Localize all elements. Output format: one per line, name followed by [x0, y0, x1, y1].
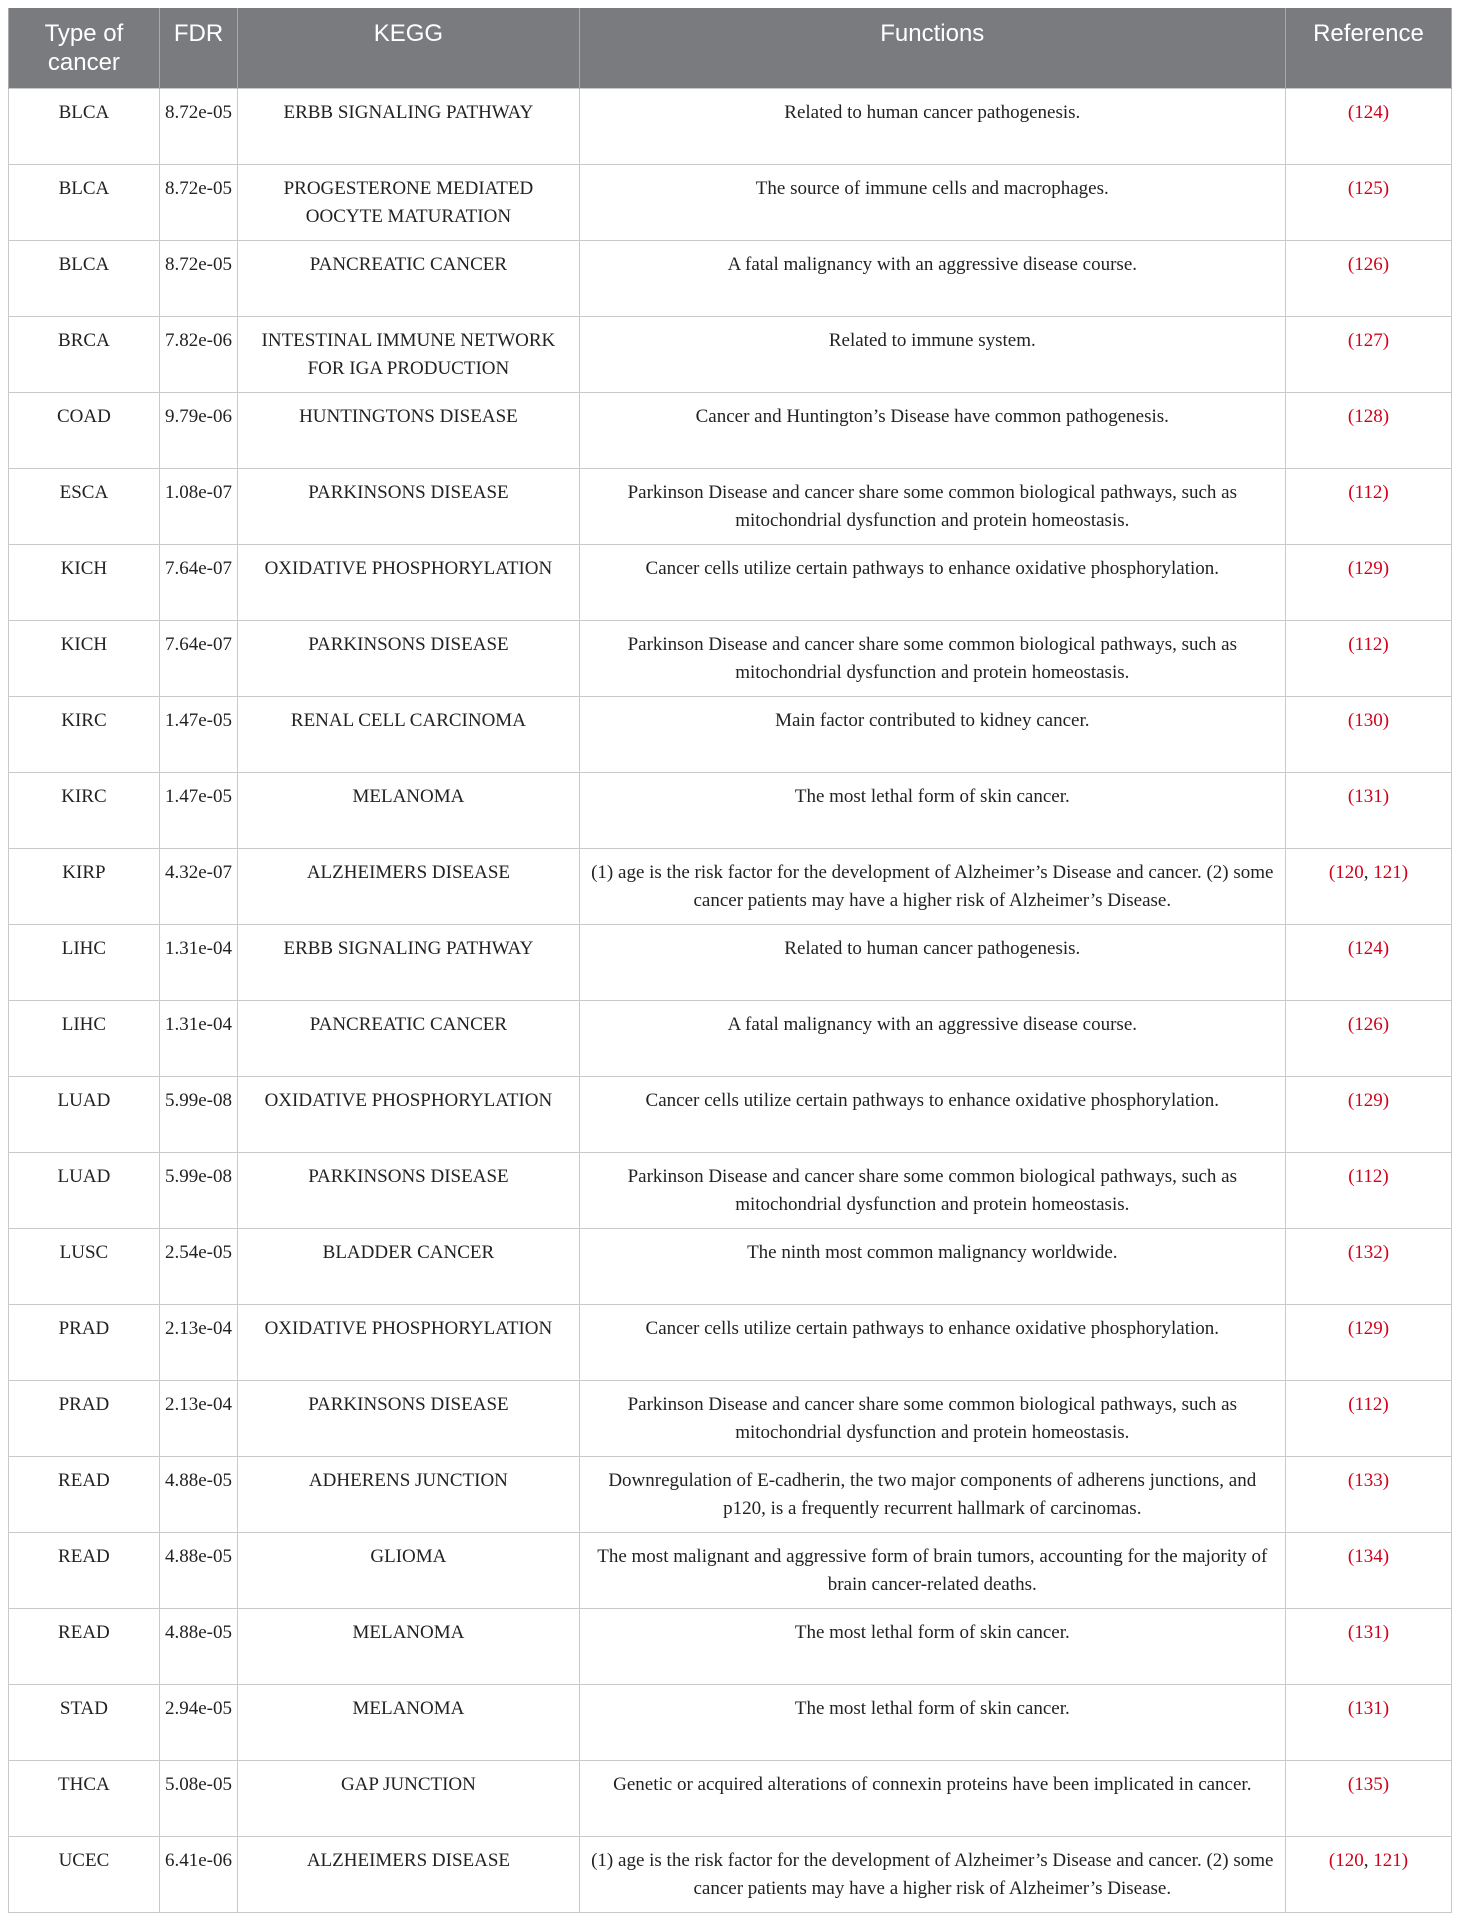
- cancer-type-cell: BRCA: [9, 316, 160, 392]
- function-cell: Related to immune system.: [579, 316, 1285, 392]
- reference-link[interactable]: 131: [1354, 1697, 1383, 1719]
- function-cell: The source of immune cells and macrophages.: [579, 164, 1285, 240]
- table-row: [9, 1760, 1452, 1836]
- table-row: [9, 240, 1452, 316]
- fdr-cell: 1.31e-04: [159, 924, 237, 1000]
- reference-link[interactable]: 131: [1354, 1621, 1383, 1643]
- kegg-pathway-cell: HUNTINGTONS DISEASE: [238, 392, 579, 468]
- kegg-pathway-cell: PROGESTERONE MEDIATED OOCYTE MATURATION: [238, 164, 579, 240]
- kegg-pathway-cell: PARKINSONS DISEASE: [238, 620, 579, 696]
- fdr-cell: 6.41e-06: [159, 1836, 237, 1912]
- function-cell: Downregulation of E-cadherin, the two major components of adherens junctions, and p120, is a frequently recurrent hallmark of carcinomas.: [579, 1456, 1285, 1532]
- kegg-pathway-cell: MELANOMA: [238, 1684, 579, 1760]
- kegg-pathway-cell: INTESTINAL IMMUNE NETWORK FOR IGA PRODUCTION: [238, 316, 579, 392]
- reference-cell: (129): [1285, 1304, 1451, 1380]
- reference-cell: (131): [1285, 1684, 1451, 1760]
- cancer-type-cell: THCA: [9, 1760, 160, 1836]
- cancer-type-cell: LIHC: [9, 924, 160, 1000]
- reference-link[interactable]: 129: [1354, 1317, 1383, 1339]
- reference-link[interactable]: 129: [1354, 1089, 1383, 1111]
- reference-link[interactable]: 126: [1354, 1013, 1383, 1035]
- table-row: [9, 1000, 1452, 1076]
- reference-cell: (125): [1285, 164, 1451, 240]
- table-row: [9, 1304, 1452, 1380]
- fdr-cell: 4.88e-05: [159, 1608, 237, 1684]
- table-row: [9, 1684, 1452, 1760]
- kegg-pathway-cell: PARKINSONS DISEASE: [238, 1380, 579, 1456]
- table-row: [9, 1608, 1452, 1684]
- kegg-pathway-table: [8, 8, 1452, 1913]
- table-row: [9, 1076, 1452, 1152]
- fdr-cell: 8.72e-05: [159, 88, 237, 164]
- header-type-of-cancer: Type of cancer: [9, 8, 160, 88]
- cancer-type-cell: LIHC: [9, 1000, 160, 1076]
- reference-link[interactable]: 135: [1354, 1773, 1383, 1795]
- table-row: [9, 1228, 1452, 1304]
- function-cell: Parkinson Disease and cancer share some common biological pathways, such as mitochondrial dysfunction and protein homeostasis.: [579, 1380, 1285, 1456]
- function-cell: Parkinson Disease and cancer share some common biological pathways, such as mitochondrial dysfunction and protein homeostasis.: [579, 468, 1285, 544]
- function-cell: The most malignant and aggressive form of brain tumors, accounting for the majority of brain cancer-related deaths.: [579, 1532, 1285, 1608]
- cancer-type-cell: STAD: [9, 1684, 160, 1760]
- cancer-type-cell: READ: [9, 1456, 160, 1532]
- reference-link[interactable]: 124: [1354, 937, 1383, 959]
- kegg-pathway-cell: OXIDATIVE PHOSPHORYLATION: [238, 1076, 579, 1152]
- table-row: [9, 848, 1452, 924]
- table-row: [9, 468, 1452, 544]
- fdr-cell: 5.99e-08: [159, 1076, 237, 1152]
- fdr-cell: 1.31e-04: [159, 1000, 237, 1076]
- cancer-type-cell: BLCA: [9, 164, 160, 240]
- reference-link[interactable]: 132: [1354, 1241, 1383, 1263]
- reference-cell: (132): [1285, 1228, 1451, 1304]
- reference-link[interactable]: 120: [1335, 1849, 1364, 1871]
- reference-cell: (126): [1285, 1000, 1451, 1076]
- function-cell: Cancer cells utilize certain pathways to enhance oxidative phosphorylation.: [579, 1076, 1285, 1152]
- reference-cell: (124): [1285, 88, 1451, 164]
- cancer-type-cell: KICH: [9, 620, 160, 696]
- reference-link[interactable]: 124: [1354, 101, 1383, 123]
- fdr-cell: 7.64e-07: [159, 620, 237, 696]
- fdr-cell: 9.79e-06: [159, 392, 237, 468]
- function-cell: The ninth most common malignancy worldwide.: [579, 1228, 1285, 1304]
- table-row: [9, 164, 1452, 240]
- fdr-cell: 2.54e-05: [159, 1228, 237, 1304]
- function-cell: Main factor contributed to kidney cancer.: [579, 696, 1285, 772]
- fdr-cell: 1.08e-07: [159, 468, 237, 544]
- table-body: [9, 88, 1452, 1912]
- kegg-pathway-cell: GAP JUNCTION: [238, 1760, 579, 1836]
- kegg-pathway-cell: PANCREATIC CANCER: [238, 240, 579, 316]
- kegg-pathway-cell: RENAL CELL CARCINOMA: [238, 696, 579, 772]
- reference-cell: (133): [1285, 1456, 1451, 1532]
- function-cell: The most lethal form of skin cancer.: [579, 1684, 1285, 1760]
- function-cell: Genetic or acquired alterations of connexin proteins have been implicated in cancer.: [579, 1760, 1285, 1836]
- fdr-cell: 4.88e-05: [159, 1532, 237, 1608]
- reference-link[interactable]: 127: [1354, 329, 1383, 351]
- kegg-pathway-cell: MELANOMA: [238, 772, 579, 848]
- reference-link[interactable]: 129: [1354, 557, 1383, 579]
- function-cell: Parkinson Disease and cancer share some common biological pathways, such as mitochondrial dysfunction and protein homeostasis.: [579, 1152, 1285, 1228]
- reference-link[interactable]: 121: [1373, 1849, 1402, 1871]
- reference-cell: (131): [1285, 1608, 1451, 1684]
- reference-cell: (126): [1285, 240, 1451, 316]
- reference-link[interactable]: 126: [1354, 253, 1383, 275]
- table-row: [9, 1152, 1452, 1228]
- fdr-cell: 2.13e-04: [159, 1304, 237, 1380]
- reference-cell: (134): [1285, 1532, 1451, 1608]
- function-cell: A fatal malignancy with an aggressive disease course.: [579, 1000, 1285, 1076]
- kegg-pathway-cell: ERBB SIGNALING PATHWAY: [238, 88, 579, 164]
- reference-link[interactable]: 134: [1354, 1545, 1383, 1567]
- reference-cell: (124): [1285, 924, 1451, 1000]
- table-row: [9, 1532, 1452, 1608]
- function-cell: Related to human cancer pathogenesis.: [579, 88, 1285, 164]
- cancer-type-cell: KIRP: [9, 848, 160, 924]
- function-cell: Cancer cells utilize certain pathways to enhance oxidative phosphorylation.: [579, 544, 1285, 620]
- reference-link[interactable]: 131: [1354, 785, 1383, 807]
- reference-link[interactable]: 133: [1354, 1469, 1383, 1491]
- cancer-type-cell: BLCA: [9, 88, 160, 164]
- kegg-pathway-cell: ALZHEIMERS DISEASE: [238, 848, 579, 924]
- fdr-cell: 7.64e-07: [159, 544, 237, 620]
- header-functions: Functions: [579, 8, 1285, 88]
- reference-cell: (129): [1285, 1076, 1451, 1152]
- kegg-pathway-cell: PARKINSONS DISEASE: [238, 1152, 579, 1228]
- fdr-cell: 2.13e-04: [159, 1380, 237, 1456]
- kegg-pathway-cell: ERBB SIGNALING PATHWAY: [238, 924, 579, 1000]
- kegg-pathway-cell: ADHERENS JUNCTION: [238, 1456, 579, 1532]
- cancer-type-cell: KIRC: [9, 772, 160, 848]
- function-cell: The most lethal form of skin cancer.: [579, 1608, 1285, 1684]
- reference-link[interactable]: 112: [1354, 633, 1383, 655]
- fdr-cell: 5.08e-05: [159, 1760, 237, 1836]
- fdr-cell: 7.82e-06: [159, 316, 237, 392]
- kegg-pathway-cell: OXIDATIVE PHOSPHORYLATION: [238, 1304, 579, 1380]
- reference-link[interactable]: 120: [1335, 861, 1364, 883]
- cancer-type-cell: PRAD: [9, 1380, 160, 1456]
- reference-cell: (112): [1285, 468, 1451, 544]
- cancer-type-cell: PRAD: [9, 1304, 160, 1380]
- fdr-cell: 2.94e-05: [159, 1684, 237, 1760]
- kegg-pathway-cell: PANCREATIC CANCER: [238, 1000, 579, 1076]
- function-cell: The most lethal form of skin cancer.: [579, 772, 1285, 848]
- reference-cell: (130): [1285, 696, 1451, 772]
- fdr-cell: 8.72e-05: [159, 164, 237, 240]
- function-cell: Parkinson Disease and cancer share some common biological pathways, such as mitochondrial dysfunction and protein homeostasis.: [579, 620, 1285, 696]
- reference-cell: (129): [1285, 544, 1451, 620]
- table-row: [9, 696, 1452, 772]
- kegg-pathway-cell: BLADDER CANCER: [238, 1228, 579, 1304]
- function-cell: Related to human cancer pathogenesis.: [579, 924, 1285, 1000]
- kegg-pathway-cell: OXIDATIVE PHOSPHORYLATION: [238, 544, 579, 620]
- reference-cell: (128): [1285, 392, 1451, 468]
- reference-link[interactable]: 112: [1354, 481, 1383, 503]
- cancer-type-cell: BLCA: [9, 240, 160, 316]
- table-row: [9, 620, 1452, 696]
- function-cell: A fatal malignancy with an aggressive disease course.: [579, 240, 1285, 316]
- cancer-type-cell: LUSC: [9, 1228, 160, 1304]
- table-row: [9, 544, 1452, 620]
- table-row: [9, 772, 1452, 848]
- fdr-cell: 5.99e-08: [159, 1152, 237, 1228]
- cancer-type-cell: READ: [9, 1608, 160, 1684]
- table-row: [9, 924, 1452, 1000]
- function-cell: Cancer cells utilize certain pathways to enhance oxidative phosphorylation.: [579, 1304, 1285, 1380]
- cancer-type-cell: KICH: [9, 544, 160, 620]
- cancer-type-cell: ESCA: [9, 468, 160, 544]
- table-row: [9, 316, 1452, 392]
- reference-link[interactable]: 121: [1373, 861, 1402, 883]
- cancer-type-cell: LUAD: [9, 1152, 160, 1228]
- kegg-pathway-cell: PARKINSONS DISEASE: [238, 468, 579, 544]
- fdr-cell: 1.47e-05: [159, 772, 237, 848]
- header-fdr: FDR: [159, 8, 237, 88]
- table-row: [9, 392, 1452, 468]
- header-kegg: KEGG: [238, 8, 579, 88]
- reference-cell: (120, 121): [1285, 848, 1451, 924]
- fdr-cell: 4.32e-07: [159, 848, 237, 924]
- reference-link[interactable]: 125: [1354, 177, 1383, 199]
- table-row: [9, 1456, 1452, 1532]
- kegg-pathway-cell: ALZHEIMERS DISEASE: [238, 1836, 579, 1912]
- function-cell: (1) age is the risk factor for the development of Alzheimer’s Disease and cancer. (2) some cancer patients may have a higher risk of Alzheimer’s Disease.: [579, 848, 1285, 924]
- table-row: [9, 88, 1452, 164]
- fdr-cell: 4.88e-05: [159, 1456, 237, 1532]
- table-row: [9, 1380, 1452, 1456]
- fdr-cell: 8.72e-05: [159, 240, 237, 316]
- cancer-type-cell: UCEC: [9, 1836, 160, 1912]
- fdr-cell: 1.47e-05: [159, 696, 237, 772]
- header-reference: Reference: [1285, 8, 1451, 88]
- table-header: [9, 8, 1452, 88]
- reference-cell: (131): [1285, 772, 1451, 848]
- function-cell: Cancer and Huntington’s Disease have common pathogenesis.: [579, 392, 1285, 468]
- reference-cell: (112): [1285, 1152, 1451, 1228]
- reference-cell: (135): [1285, 1760, 1451, 1836]
- cancer-type-cell: COAD: [9, 392, 160, 468]
- function-cell: (1) age is the risk factor for the development of Alzheimer’s Disease and cancer. (2) some cancer patients may have a higher risk of Alzheimer’s Disease.: [579, 1836, 1285, 1912]
- reference-cell: (112): [1285, 1380, 1451, 1456]
- reference-cell: (120, 121): [1285, 1836, 1451, 1912]
- kegg-pathway-cell: GLIOMA: [238, 1532, 579, 1608]
- cancer-type-cell: KIRC: [9, 696, 160, 772]
- reference-cell: (127): [1285, 316, 1451, 392]
- kegg-pathway-cell: MELANOMA: [238, 1608, 579, 1684]
- header-row: [9, 8, 1452, 88]
- reference-link[interactable]: 112: [1354, 1393, 1383, 1415]
- table-row: [9, 1836, 1452, 1912]
- reference-link[interactable]: 130: [1354, 709, 1383, 731]
- reference-link[interactable]: 112: [1354, 1165, 1383, 1187]
- reference-cell: (112): [1285, 620, 1451, 696]
- cancer-type-cell: LUAD: [9, 1076, 160, 1152]
- reference-link[interactable]: 128: [1354, 405, 1383, 427]
- cancer-type-cell: READ: [9, 1532, 160, 1608]
